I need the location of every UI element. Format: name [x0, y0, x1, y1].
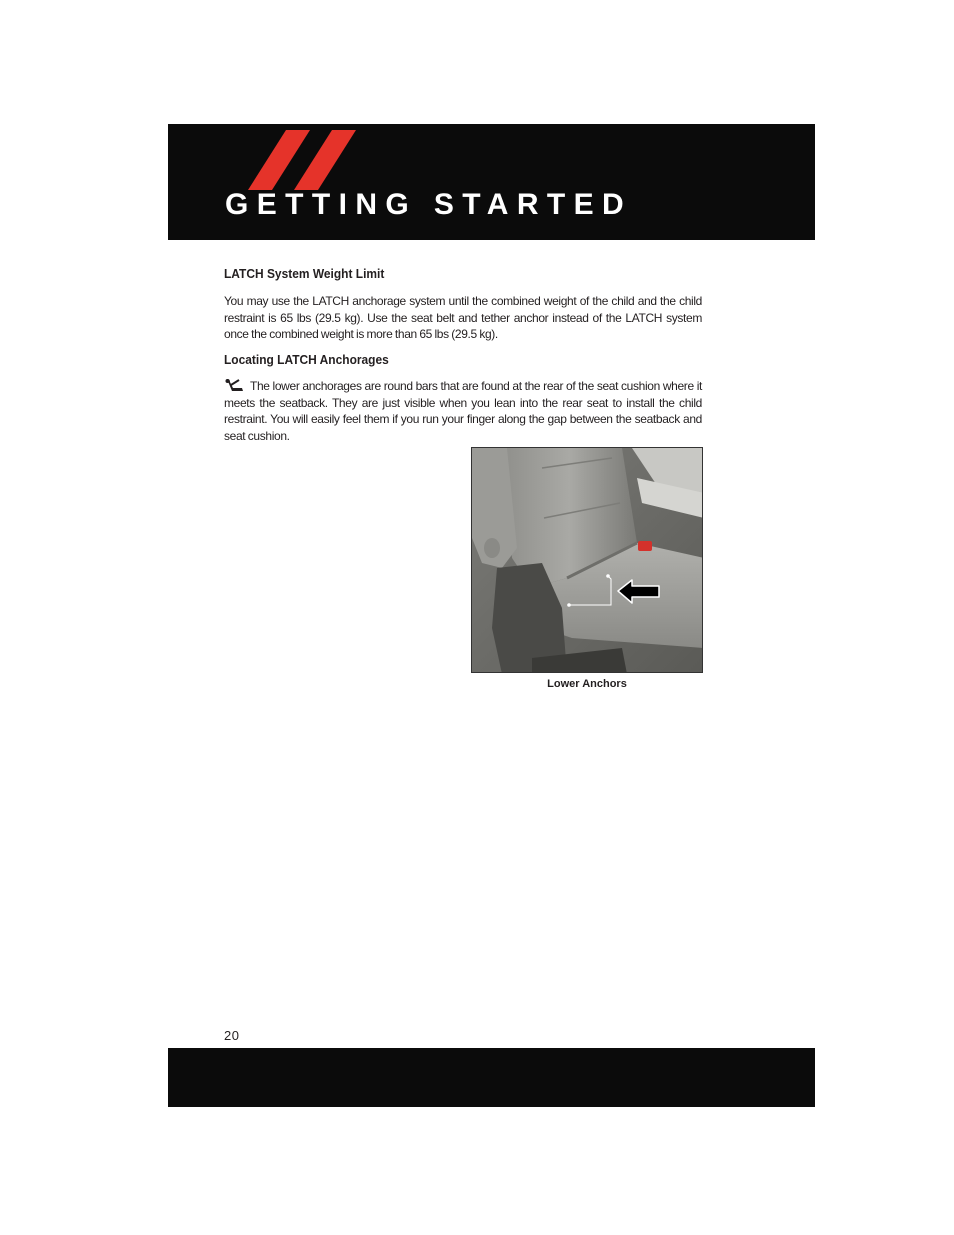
section-heading-locating-anchorages: Locating LATCH Anchorages [224, 352, 389, 367]
seat-illustration [472, 448, 703, 673]
locating-anchorages-paragraph [224, 378, 702, 444]
page-number: 20 [224, 1028, 240, 1043]
figure-caption: Lower Anchors [547, 678, 627, 690]
lower-anchors-photo [471, 447, 703, 673]
footer-band [168, 1048, 815, 1107]
section-heading-weight-limit: LATCH System Weight Limit [224, 266, 385, 281]
child-seat-icon [224, 378, 244, 392]
weight-limit-paragraph: You may use the LATCH anchorage system until the combined weight of the child and the child restraint is 65 lbs (29.5 kg). Use the seat belt and tether anchor instead of the LATCH system once the combined weight is more than 65 lbs (29.5 kg). [224, 294, 702, 341]
stripes-logo [248, 130, 360, 190]
locating-anchorages-text: The lower anchorages are round bars that are found at the rear of the seat cushion where it meets the seatback. They are just visible when you lean into the rear seat to install the child restraint. You will easily feel them if you run your finger along the gap between the seatback and seat cushion. [224, 379, 702, 443]
header-band [168, 124, 815, 240]
page-section-title: GETTING STARTED [225, 188, 633, 221]
